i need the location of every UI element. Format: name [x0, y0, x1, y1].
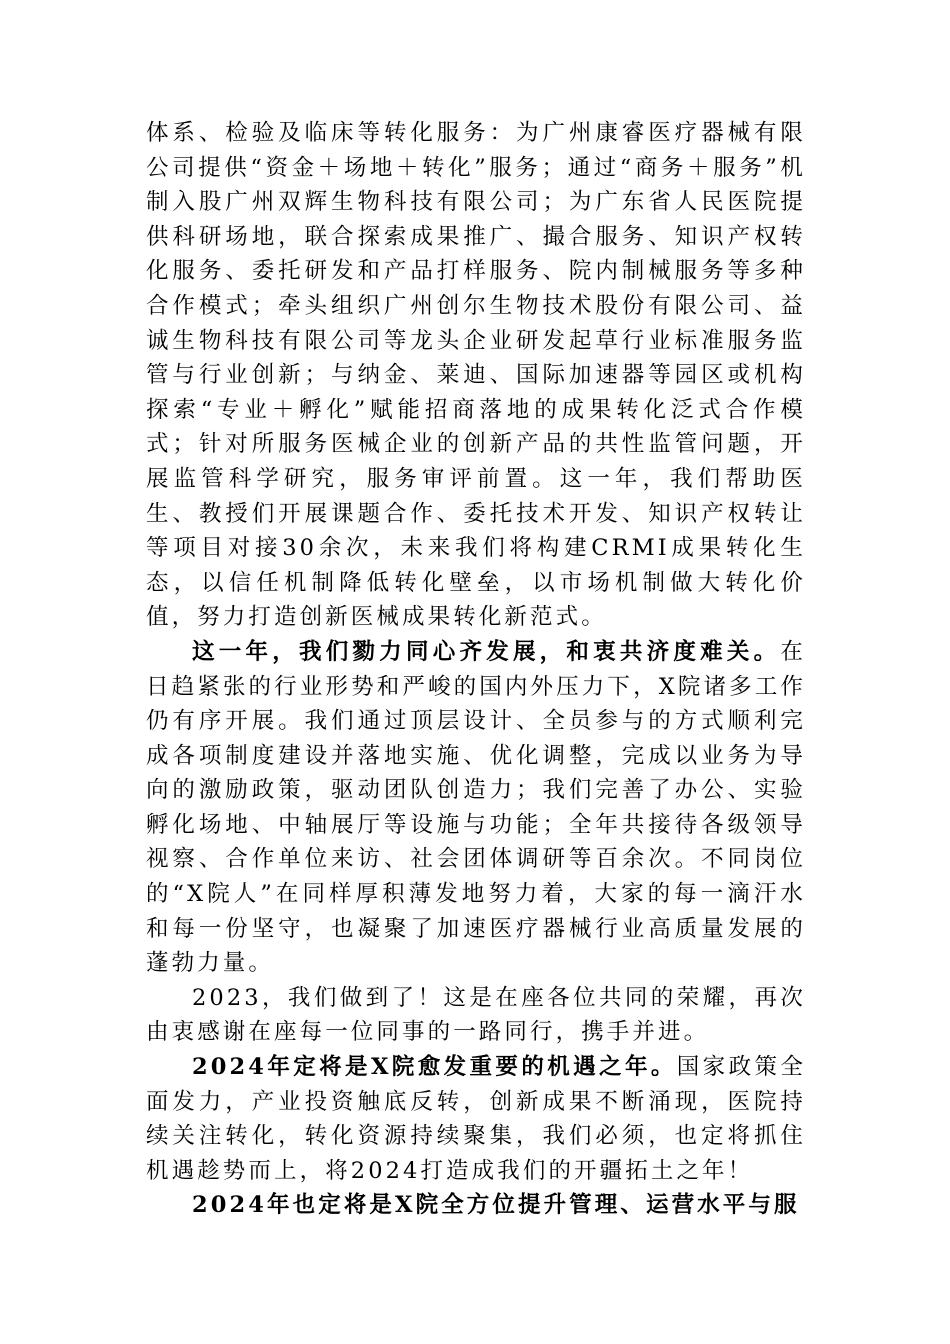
paragraph-1-text: 体系、检验及临床等转化服务：为广州康睿医疗器械有限公司提供“资金＋场地＋转化”服务；通过“商务＋服务”机制入股广州双辉生物科技有限公司；为广东省人民医院提供科研场地，联合探索成果推广、撮合服务、知识产权转化服务、委托研发和产品打样服务、院内制械服务等多种合作模式；牵头组织广州创尔生物技术股份有限公司、益诚生物科技有限公司等龙头企业研发起草行业标准服务监管与行业创新；与纳金、莱迪、国际加速器等园区或机构探索“专业＋孵化”赋能招商落地的成果转化泛式合作模式；针对所服务医械企业的创新产品的共性监管问题，开展监管科学研究，服务审评前置。这一年，我们帮助医生、教授们开展课题合作、委托技术开发、知识产权转让等项目对接30余次，未来我们将构建CRMI成果转化生态，以信任机制降低转化壁垒，以市场机制做大转化价值，努力打造创新医械成果转化新范式。 — [146, 120, 806, 631]
paragraph-4-lead: 2024年定将是X院愈发重要的机遇之年。 — [192, 1054, 677, 1081]
paragraph-4 — [146, 1050, 806, 1188]
paragraph-5 — [146, 1188, 806, 1223]
paragraph-5-lead: 2024年也定将是X院全方位提升管理、运营水平与服 — [192, 1192, 800, 1219]
paragraph-3 — [146, 981, 806, 1050]
paragraph-2 — [146, 635, 806, 981]
paragraph-1 — [146, 116, 806, 635]
paragraph-2-text: 在日趋紧张的行业形势和严峻的国内外压力下，X院诸多工作仍有序开展。我们通过顶层设计、全员参与的方式顺利完成各项制度建设并落地实施、优化调整，完成以业务为导向的激励政策，驱动团队创造力；我们完善了办公、实验孵化场地、中轴展厅等设施与功能；全年共接待各级领导视察、合作单位来访、社会团体调研等百余次。不同岗位的“X院人”在同样厚积薄发地努力着，大家的每一滴汗水和每一份坚守，也凝聚了加速医疗器械行业高质量发展的蓬勃力量。 — [146, 638, 806, 977]
paragraph-3-text: 2023，我们做到了！这是在座各位共同的荣耀，再次由衷感谢在座每一位同事的一路同行，携手并进。 — [146, 984, 806, 1046]
paragraph-4-text: 国家政策全面发力，产业投资触底反转，创新成果不断涌现，医院持续关注转化，转化资源持续聚集，我们必须，也定将抓住机遇趁势而上，将2024打造成我们的开疆拓土之年！ — [146, 1054, 806, 1184]
document-page — [146, 116, 806, 1223]
paragraph-2-lead: 这一年，我们勠力同心齐发展，和衷共济度难关。 — [192, 638, 781, 665]
